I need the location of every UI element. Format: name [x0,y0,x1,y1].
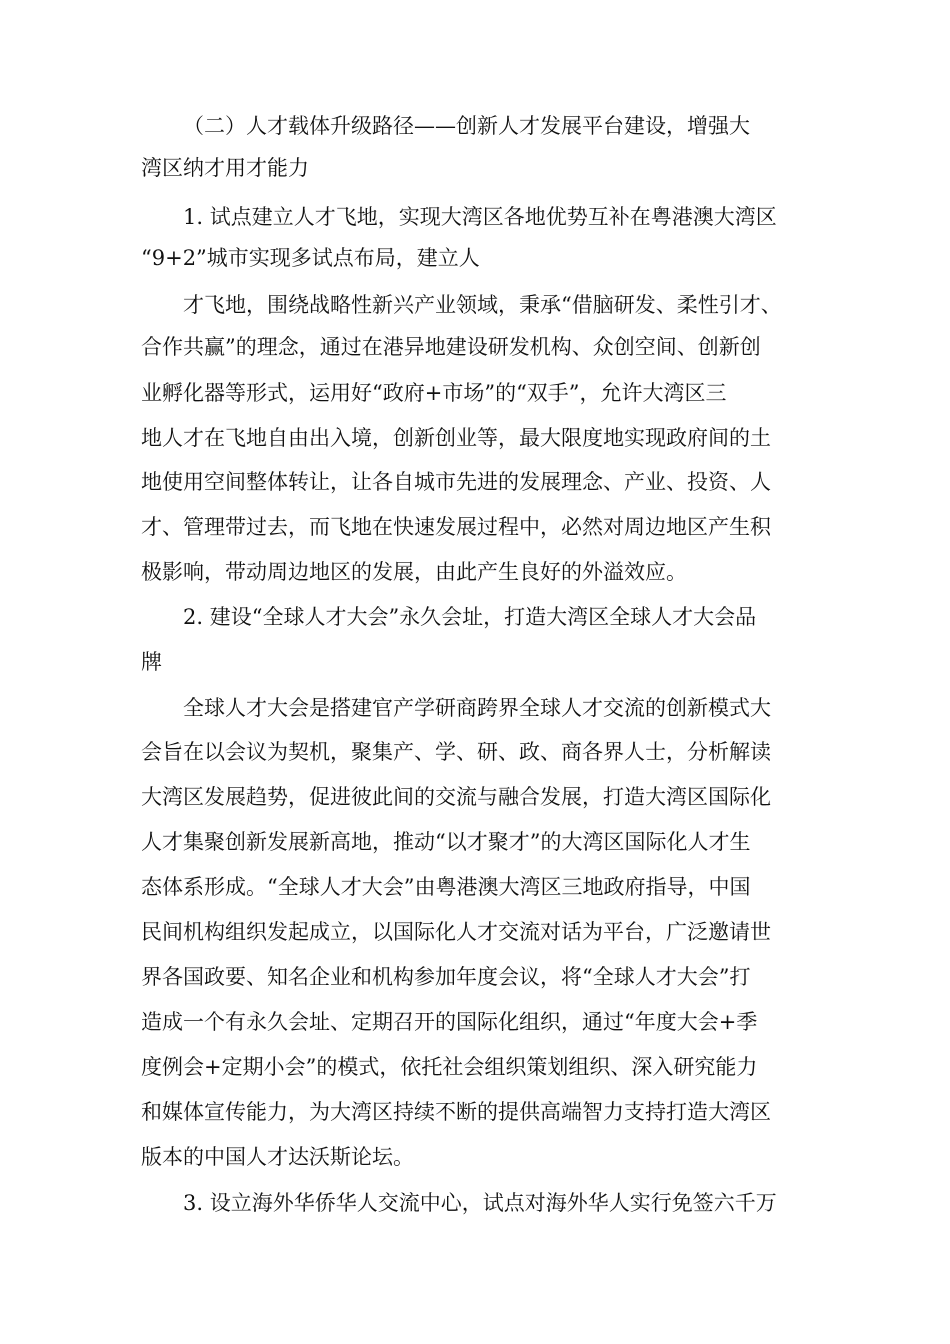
item2-body-line-3: 大湾区发展趋势，促进彼此间的交流与融合发展，打造大湾区国际化 [141,785,771,809]
item2-title-line-1: 2. 建设“全球人才大会”永久会址，打造大湾区全球人才大会品 [183,605,757,629]
item1-body-line-1: 才飞地，围绕战略性新兴产业领域，秉承“借脑研发、柔性引才、 [183,293,782,317]
section-heading-line-1: （二）人才载体升级路径——创新人才发展平台建设，增强大 [183,114,750,138]
item1-title-line-1: 1. 试点建立人才飞地，实现大湾区各地优势互补在粤港澳大湾区 [183,205,777,229]
item1-body-line-5: 地使用空间整体转让，让各自城市先进的发展理念、产业、投资、人 [141,470,771,494]
item2-body-line-1: 全球人才大会是搭建官产学研商跨界全球人才交流的创新模式大 [183,696,771,720]
item3-title-line-1: 3. 设立海外华侨华人交流中心，试点对海外华人实行免签六千万 [183,1191,777,1215]
item1-title-line-2: “9+2”城市实现多试点布局，建立人 [141,246,480,270]
item2-body-line-7: 界各国政要、知名企业和机构参加年度会议，将“全球人才大会”打 [141,965,751,989]
item2-body-line-8: 造成一个有永久会址、定期召开的国际化组织，通过“年度大会+季 [141,1010,758,1034]
item1-body-line-3: 业孵化器等形式，运用好“政府+市场”的“双手”，允许大湾区三 [141,381,727,405]
item2-body-line-10: 和媒体宣传能力，为大湾区持续不断的提供高端智力支持打造大湾区 [141,1100,771,1124]
item1-body-line-2: 合作共赢”的理念，通过在港异地建设研发机构、众创空间、创新创 [141,335,761,359]
item1-body-line-6: 才、管理带过去，而飞地在快速发展过程中，必然对周边地区产生积 [141,515,771,539]
item1-body-line-4: 地人才在飞地自由出入境，创新创业等，最大限度地实现政府间的土 [141,426,771,450]
item2-title-line-2: 牌 [141,650,162,674]
item2-body-line-2: 会旨在以会议为契机，聚集产、学、研、政、商各界人士，分析解读 [141,740,771,764]
section-heading-line-2: 湾区纳才用才能力 [141,156,309,180]
item2-body-line-6: 民间机构组织发起成立，以国际化人才交流对话为平台，广泛邀请世 [141,920,771,944]
item2-body-line-11: 版本的中国人才达沃斯论坛。 [141,1145,414,1169]
item2-body-line-5: 态体系形成。“全球人才大会”由粤港澳大湾区三地政府指导，中国 [141,875,751,899]
item2-body-line-9: 度例会+定期小会”的模式，依托社会组织策划组织、深入研究能力 [141,1055,758,1079]
item1-body-line-7: 极影响，带动周边地区的发展，由此产生良好的外溢效应。 [141,560,687,584]
item2-body-line-4: 人才集聚创新发展新高地，推动“以才聚才”的大湾区国际化人才生 [141,830,751,854]
